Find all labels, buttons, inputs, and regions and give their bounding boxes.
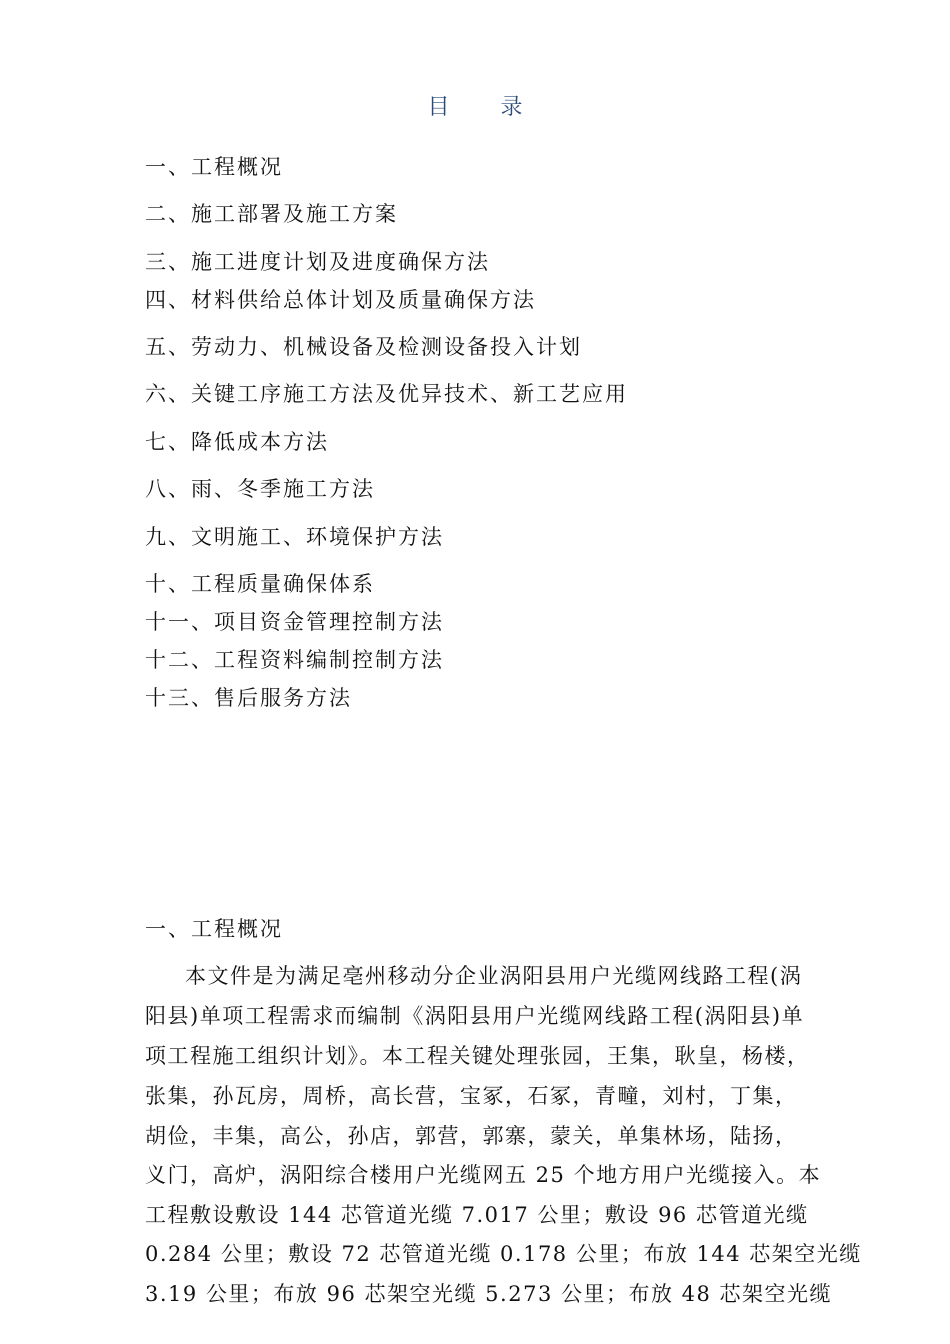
paragraph-line: 义门，高炉，涡阳综合楼用户光缆网五 25 个地方用户光缆接入。本 <box>145 1163 822 1187</box>
paragraph-line: 3.19 公里；布放 96 芯架空光缆 5.273 公里；布放 48 芯架空光缆 <box>145 1282 833 1306</box>
toc-item-10[interactable]: 十、工程质量确保体系 <box>145 572 375 596</box>
toc-item-8[interactable]: 八、雨、冬季施工方法 <box>145 477 375 501</box>
paragraph-line: 胡俭，丰集，高公，孙店，郭营，郭寨，蒙关，单集林场，陆扬， <box>145 1124 798 1148</box>
toc-item-7[interactable]: 七、降低成本方法 <box>145 430 329 454</box>
paragraph-line: 本文件是为满足亳州移动分企业涡阳县用户光缆网线路工程(涡 <box>185 964 803 988</box>
paragraph-line: 阳县)单项工程需求而编制《涡阳县用户光缆网线路工程(涡阳县)单 <box>145 1004 805 1028</box>
paragraph-line: 项工程施工组织计划》。本工程关键处理张园，王集，耿皇，杨楼， <box>145 1044 810 1068</box>
toc-item-12[interactable]: 十二、工程资料编制控制方法 <box>145 648 444 672</box>
toc-item-13[interactable]: 十三、售后服务方法 <box>145 686 352 710</box>
toc-item-4[interactable]: 四、材料供给总体计划及质量确保方法 <box>145 288 536 312</box>
toc-item-1[interactable]: 一、工程概况 <box>145 155 283 179</box>
toc-item-6[interactable]: 六、关键工序施工方法及优异技术、新工艺应用 <box>145 382 628 406</box>
toc-title: 目 录 <box>427 95 545 120</box>
toc-item-11[interactable]: 十一、项目资金管理控制方法 <box>145 610 444 634</box>
toc-item-3[interactable]: 三、施工进度计划及进度确保方法 <box>145 250 490 274</box>
toc-item-2[interactable]: 二、施工部署及施工方案 <box>145 202 398 226</box>
section-heading: 一、工程概况 <box>145 917 283 941</box>
paragraph-line: 0.284 公里；敷设 72 芯管道光缆 0.178 公里；布放 144 芯架空光缆 <box>145 1242 862 1266</box>
paragraph-line: 工程敷设敷设 144 芯管道光缆 7.017 公里；敷设 96 芯管道光缆 <box>145 1203 809 1227</box>
toc-item-9[interactable]: 九、文明施工、环境保护方法 <box>145 525 444 549</box>
toc-item-5[interactable]: 五、劳动力、机械设备及检测设备投入计划 <box>145 335 582 359</box>
paragraph-line: 张集，孙瓦房，周桥，高长营，宝冢，石冢，青疃，刘村，丁集， <box>145 1084 798 1108</box>
